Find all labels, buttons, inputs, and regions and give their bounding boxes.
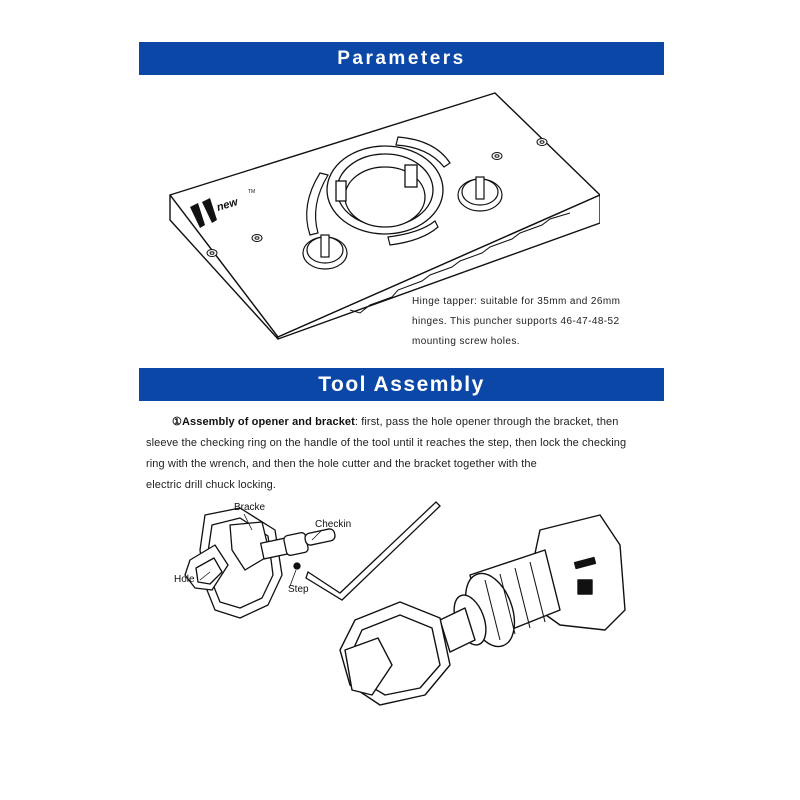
- parameters-title: Parameters: [337, 47, 466, 69]
- assembly-instructions: [146, 412, 666, 496]
- drill-with-cutter: [340, 515, 625, 705]
- bracket-cutter-assembly: [185, 508, 336, 618]
- checking-ring-label: Checkin: [315, 519, 352, 530]
- instruction-line-3: ring with the wrench, and then the hole cutter and the bracket together with the: [146, 458, 537, 470]
- step-label: Step: [288, 584, 309, 595]
- parameters-description: [412, 292, 672, 352]
- logo-trademark: TM: [248, 189, 256, 195]
- tool-assembly-title: Tool Assembly: [318, 372, 485, 396]
- assembly-illustration: [0, 490, 800, 800]
- parameters-line: hinges. This puncher supports 46-47-48-52: [412, 316, 620, 327]
- parameters-banner: [139, 42, 664, 75]
- step-marker: ①: [172, 416, 182, 428]
- hole-cutter-label: Hole: [174, 574, 195, 585]
- instruction-text: : first, pass the hole opener through the bracket, then: [354, 416, 619, 428]
- tool-assembly-banner: [139, 368, 664, 401]
- logo-text: new: [215, 196, 240, 214]
- instruction-line-4: electric drill chuck locking.: [146, 479, 277, 491]
- instruction-line-1: [146, 412, 666, 433]
- parameters-line: Hinge tapper: suitable for 35mm and 26mm: [412, 296, 621, 307]
- wrench: [306, 502, 440, 600]
- instruction-heading: Assembly of opener and bracket: [181, 416, 355, 428]
- bracket-label: Bracke: [234, 502, 266, 513]
- instruction-line-2: sleeve the checking ring on the handle of the tool until it reaches the step, then lock the checking: [146, 437, 627, 449]
- parameters-line: mounting screw holes.: [412, 336, 520, 347]
